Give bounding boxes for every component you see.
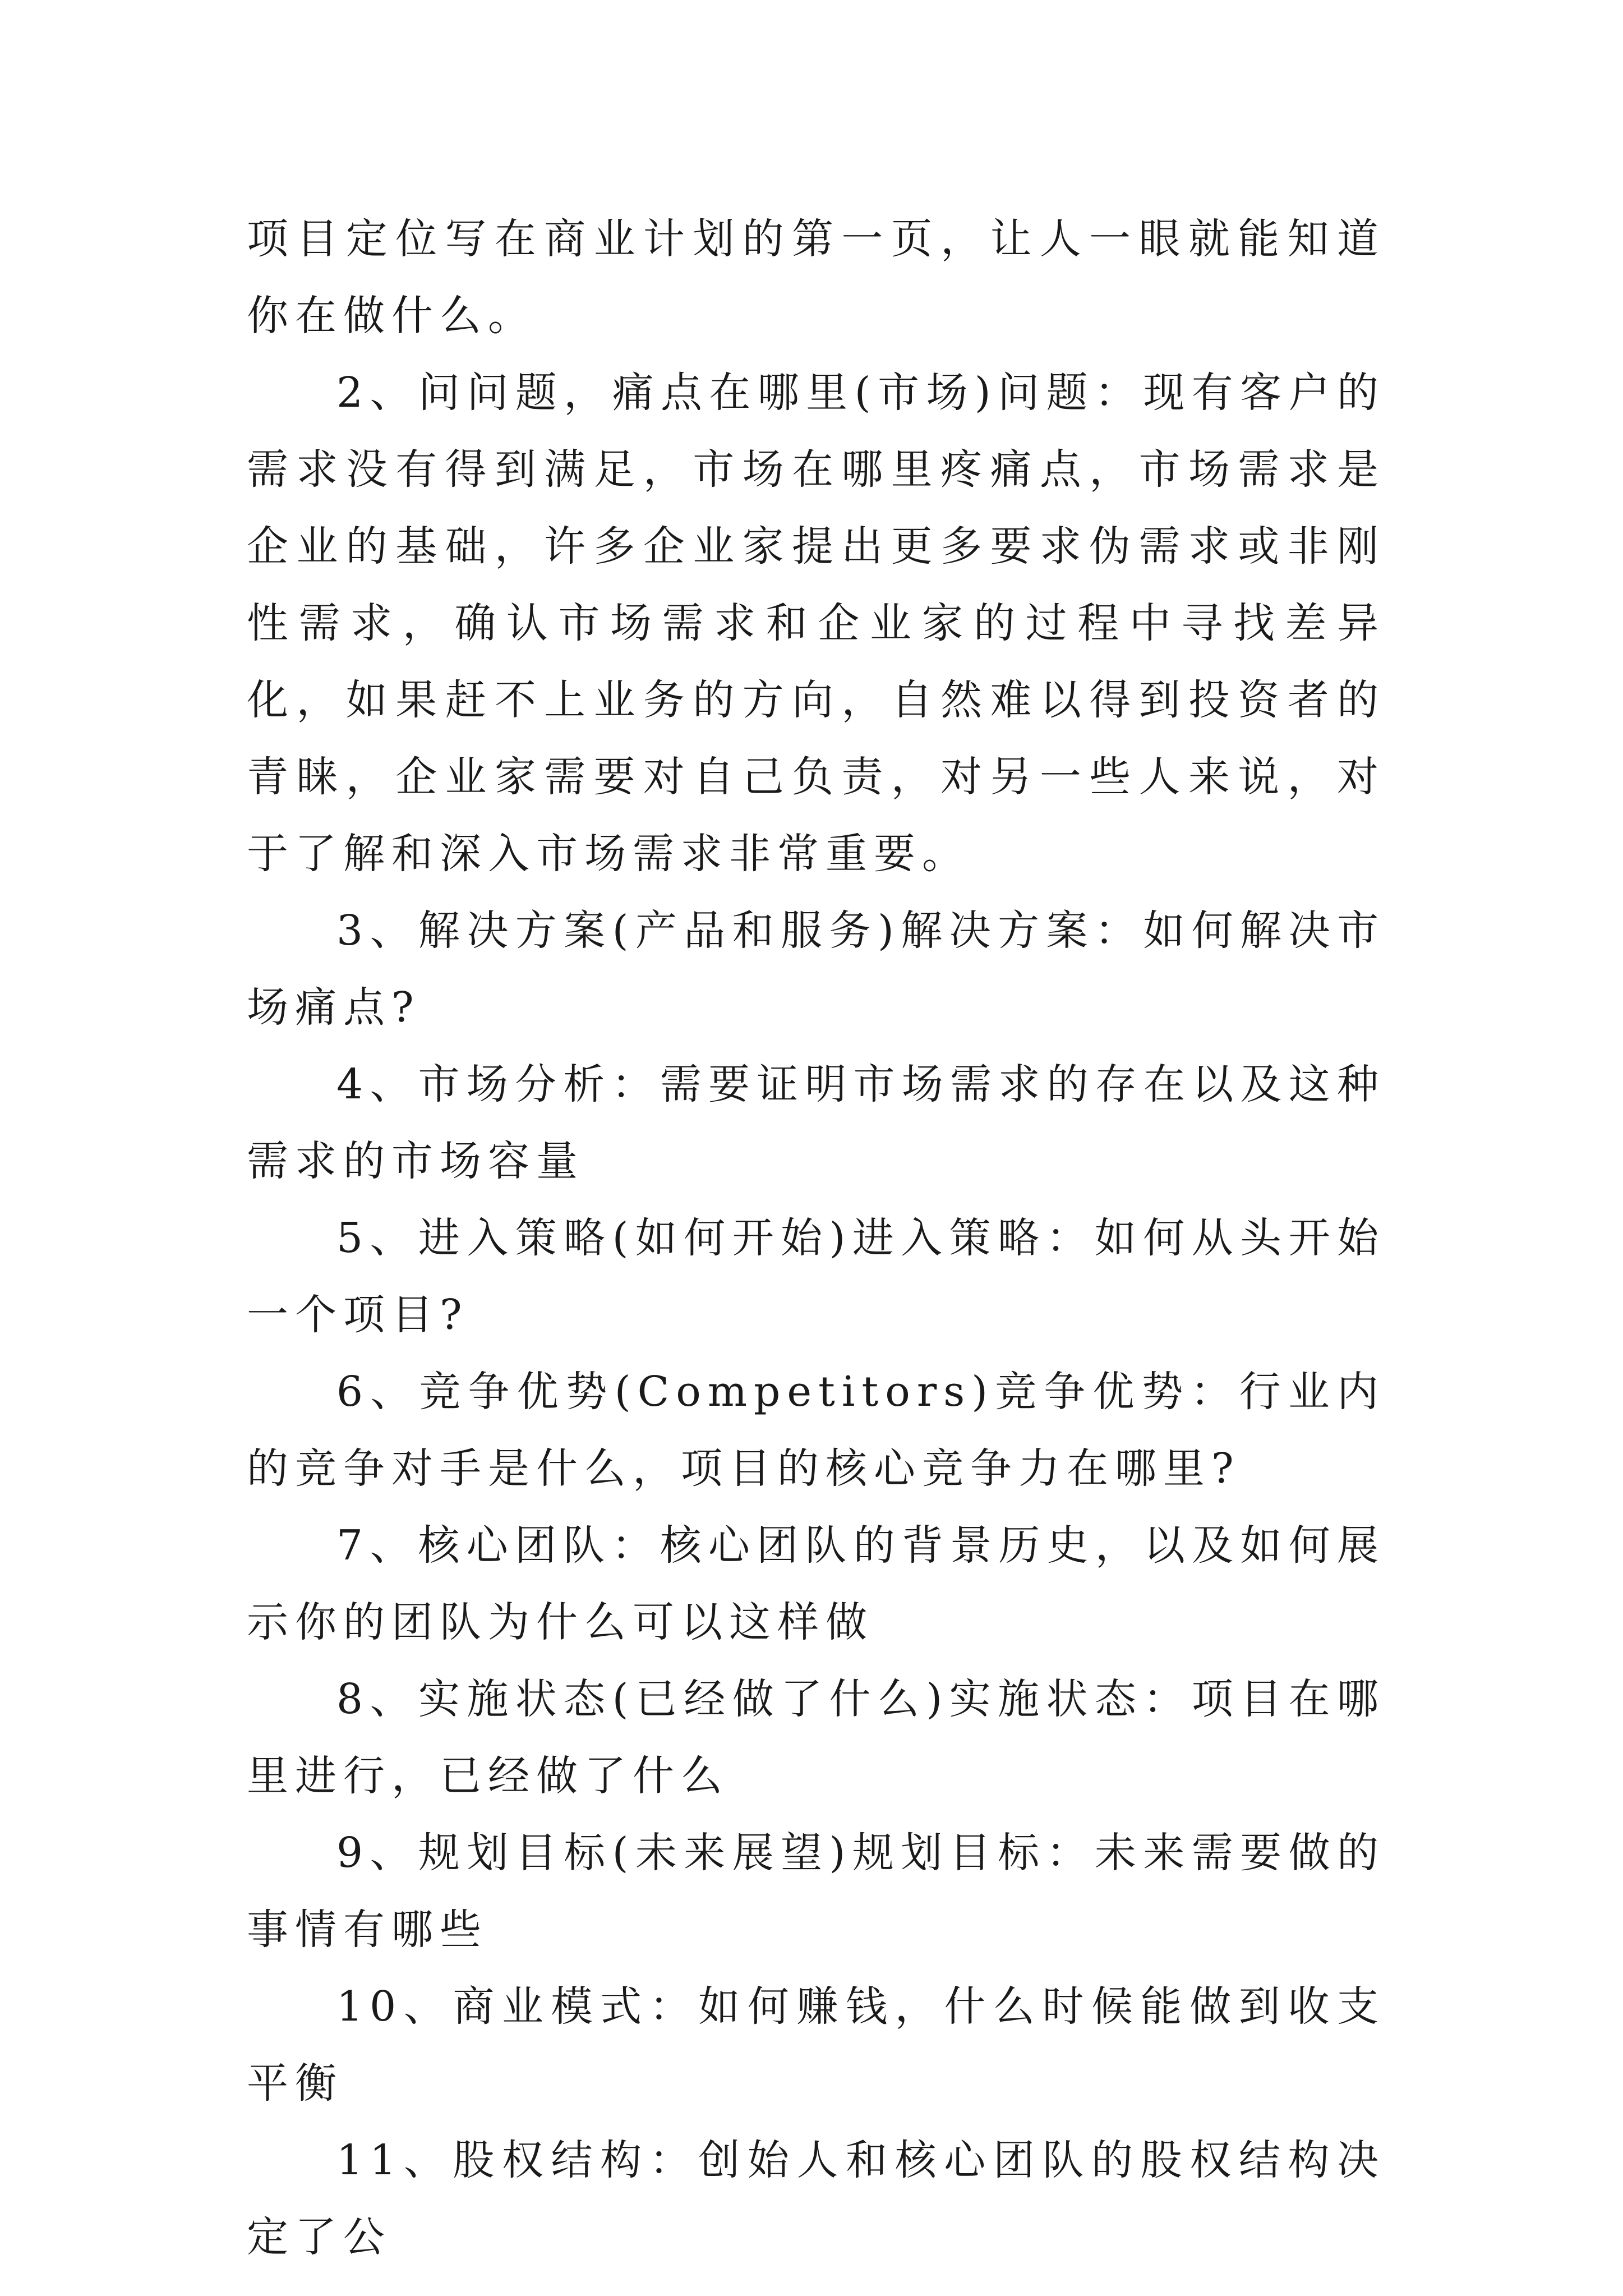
paragraph-item-7: 7、核心团队：核心团队的背景历史，以及如何展示你的团队为什么可以这样做	[247, 1521, 1385, 1646]
paragraph-item-4: 4、市场分析：需要证明市场需求的存在以及这种需求的市场容量	[247, 1060, 1385, 1185]
paragraph-item-6: 6、竞争优势(Competitors)竞争优势：行业内的竞争对手是什么，项目的核心竞争力在哪里?	[247, 1368, 1385, 1493]
paragraph-item-9: 9、规划目标(未来展望)规划目标：未来需要做的事情有哪些	[247, 1829, 1385, 1954]
paragraph-item-11: 11、股权结构：创始人和核心团队的股权结构决定了公	[247, 2136, 1385, 2261]
paragraph-item-5: 5、进入策略(如何开始)进入策略：如何从头开始一个项目?	[247, 1214, 1385, 1339]
paragraph-intro: 项目定位写在商业计划的第一页，让人一眼就能知道你在做什么。	[247, 215, 1385, 340]
paragraph-item-3: 3、解决方案(产品和服务)解决方案：如何解决市场痛点?	[247, 907, 1385, 1032]
paragraph-item-2: 2、问问题，痛点在哪里(市场)问题：现有客户的需求没有得到满足，市场在哪里疼痛点，市场需求是企业的基础，许多企业家提出更多要求伪需求或非刚性需求，确认市场需求和企业家的过程中寻找差异化，如果赶不上业务的方向，自然难以得到投资者的青睐，企业家需要对自己负责，对另一些人来说，对于了解和深入市场需求非常重要。	[247, 369, 1385, 878]
document-body	[247, 201, 1385, 2276]
paragraph-item-10: 10、商业模式：如何赚钱，什么时候能做到收支平衡	[247, 1982, 1385, 2108]
paragraph-item-8: 8、实施状态(已经做了什么)实施状态：项目在哪里进行，已经做了什么	[247, 1675, 1385, 1800]
